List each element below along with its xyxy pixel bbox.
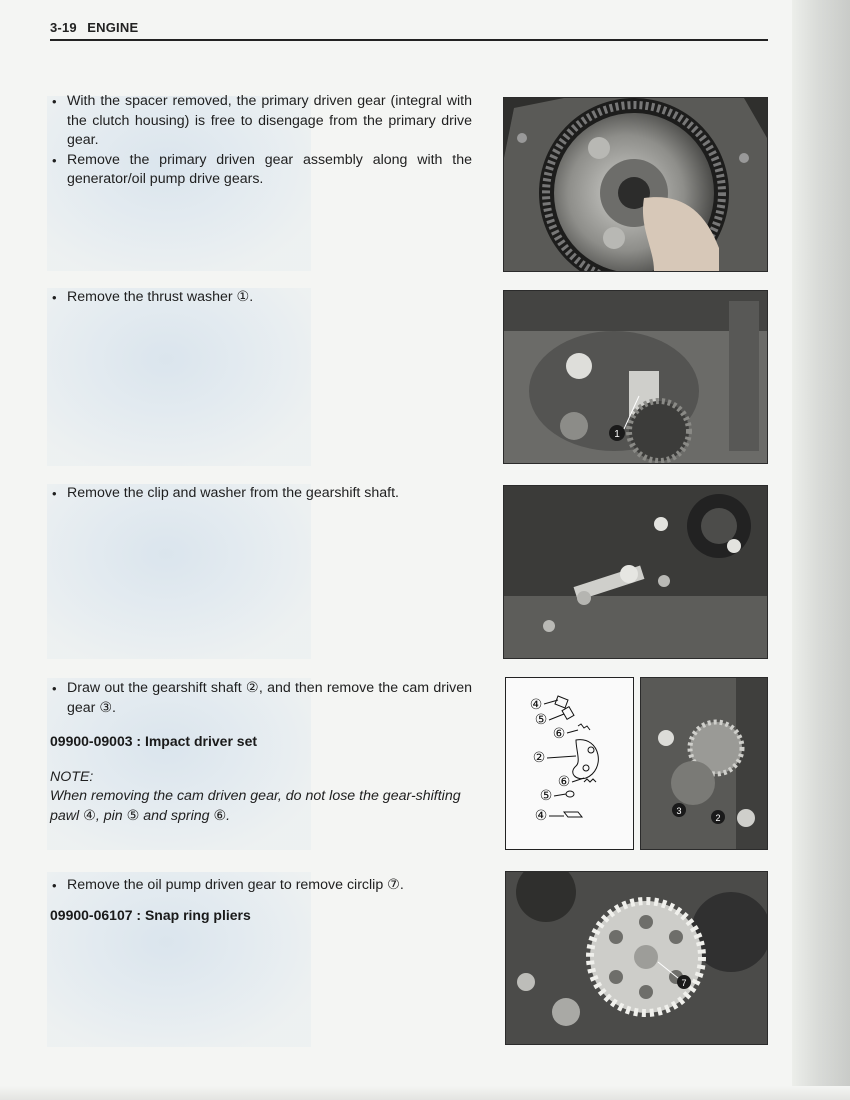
photo-thrust-washer <box>503 290 768 464</box>
photo-cam-driven-gear <box>640 677 768 850</box>
diagram-label: ⑤ <box>539 788 553 804</box>
page-number: 3-19 <box>50 20 77 35</box>
callout-label: 1 <box>614 429 620 440</box>
step-2-text <box>50 288 472 308</box>
callout-label: 3 <box>676 806 682 816</box>
photo-drawing <box>504 291 767 463</box>
bullet-item: • Remove the clip and washer from the gearshift shaft. <box>50 484 472 504</box>
diagram-label: ⑥ <box>552 726 566 742</box>
photo-drawing <box>504 486 767 658</box>
photo-drawing <box>641 678 767 849</box>
photo-oil-pump-driven-gear <box>505 871 768 1045</box>
bullet-item: • Remove the thrust washer ①. <box>50 288 472 308</box>
page-edge-shadow <box>792 0 850 1100</box>
note-title: NOTE: <box>50 768 94 785</box>
bullet-item: • With the spacer removed, the primary driven gear (integral with the clutch housing) is free to disengage from the primary drive gear. <box>50 92 472 151</box>
callout-label: 2 <box>715 813 721 823</box>
bleed-through-patch <box>47 484 311 659</box>
step-1-text <box>50 92 472 190</box>
special-tool: 09900-09003 : Impact driver set <box>50 733 258 749</box>
diagram-label: ④ <box>529 697 543 713</box>
photo-gearshift-shaft <box>503 485 768 659</box>
diagram-cam-driven-gear <box>505 677 634 850</box>
diagram-label: ② <box>532 750 546 766</box>
bullet-item: • Remove the oil pump driven gear to remove circlip ⑦. <box>50 876 472 896</box>
page-header <box>50 19 768 41</box>
diagram-label: ⑥ <box>557 774 571 790</box>
step-5-text <box>50 876 472 925</box>
photo-drawing <box>506 872 767 1044</box>
special-tool: 09900-06107 : Snap ring pliers <box>50 906 251 923</box>
note-body: When removing the cam driven gear, do not lose the gear-shifting pawl ④, pin ⑤ and spring ⑥. <box>50 788 461 824</box>
bullet-item: • Remove the primary driven gear assembly along with the generator/oil pump drive gears. <box>50 151 472 190</box>
photo-drawing <box>504 98 767 271</box>
bleed-through-patch <box>47 288 311 466</box>
diagram-label: ④ <box>534 808 548 824</box>
page-bottom-edge <box>0 1086 850 1100</box>
diagram-label: ⑤ <box>534 712 548 728</box>
photo-primary-driven-gear <box>503 97 768 272</box>
step-4-text <box>50 679 472 826</box>
callout-label: 7 <box>681 978 687 988</box>
section-title: ENGINE <box>87 20 139 35</box>
step-3-text <box>50 484 472 504</box>
diagram-drawing <box>506 678 633 849</box>
bullet-item: • Draw out the gearshift shaft ②, and then remove the cam driven gear ③. <box>50 679 472 718</box>
